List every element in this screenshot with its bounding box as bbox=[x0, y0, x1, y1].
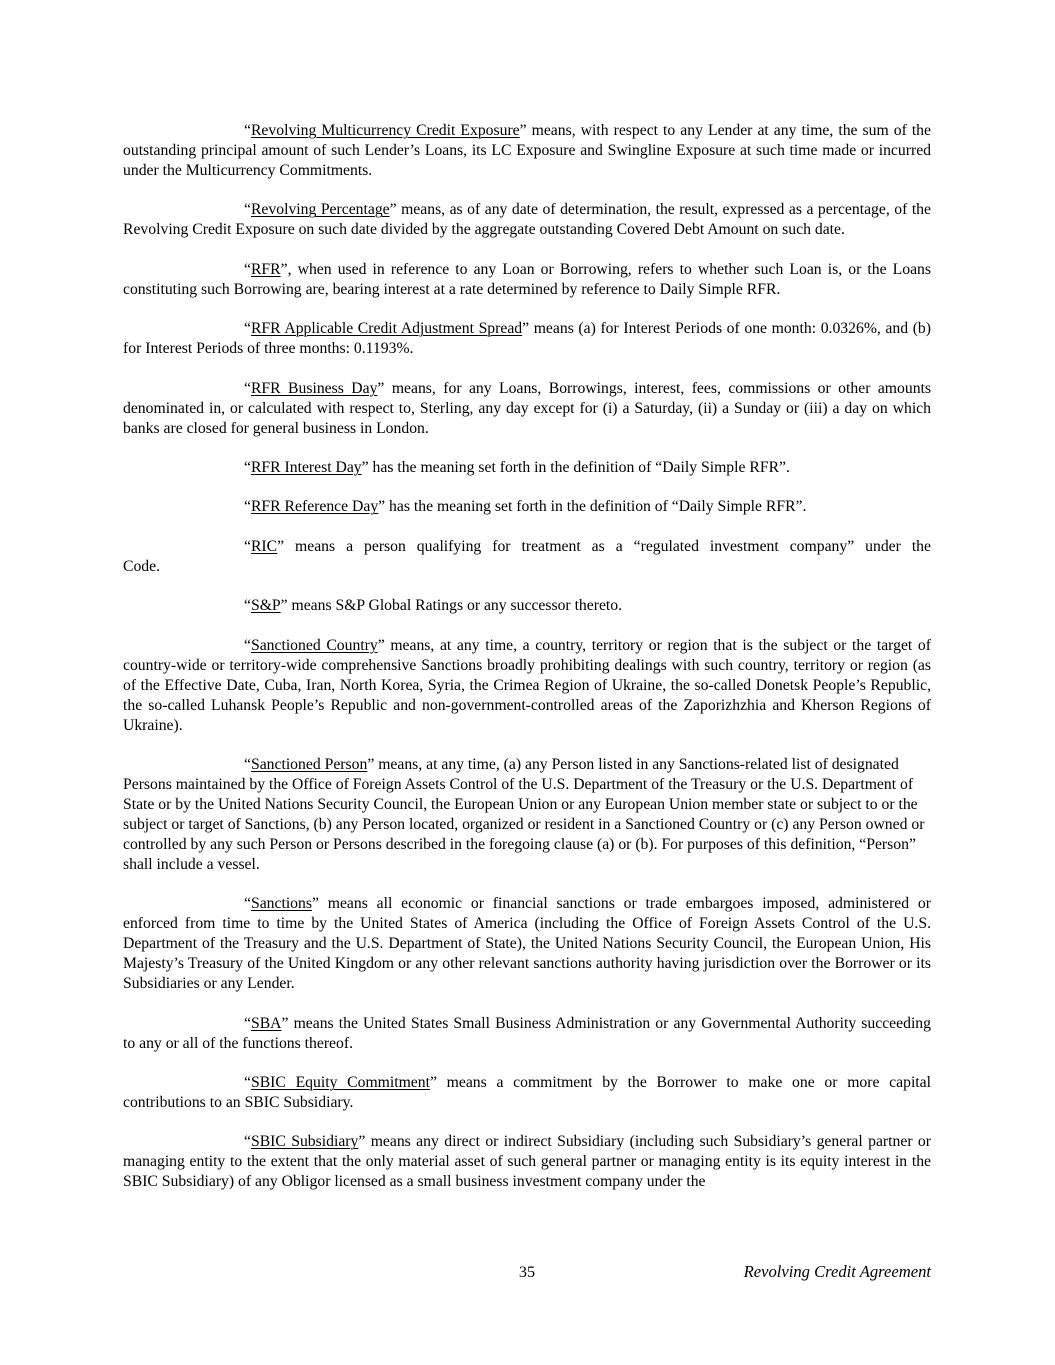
defined-term: S&P bbox=[250, 597, 281, 615]
definition-paragraph bbox=[123, 121, 931, 181]
defined-term: Revolving Percentage bbox=[250, 201, 390, 219]
definition-text: ” has the meaning set forth in the definition of “Daily Simple RFR”. bbox=[361, 458, 790, 476]
definition-paragraph bbox=[123, 319, 931, 359]
open-quote: “ bbox=[244, 320, 251, 338]
document-footer-title: Revolving Credit Agreement bbox=[743, 1262, 931, 1281]
definition-paragraph bbox=[123, 894, 931, 994]
defined-term: RIC bbox=[250, 537, 278, 555]
definition-text: ” means a person qualifying for treatment as a “regulated investment company” under the bbox=[277, 537, 931, 555]
definition-paragraph bbox=[123, 458, 931, 478]
definition-paragraph bbox=[123, 497, 931, 517]
open-quote: “ bbox=[244, 1014, 251, 1032]
open-quote: “ bbox=[244, 1074, 251, 1092]
page-footer bbox=[123, 1262, 931, 1288]
definitions-section bbox=[123, 121, 931, 1212]
definition-paragraph bbox=[123, 379, 931, 439]
definition-text: ” means all economic or financial sanctions or trade embargoes imposed, administered or enforced from time to time by the United States of America (including the Office of Foreign Assets Control of the U.S. Department of the Treasury and the U.S. Department of State), the United Nations Security Council, the European Union, His Majesty’s Treasury of the United Kingdom or any other relevant sanctions authority having jurisdiction over the Borrower or its Subsidiaries or any Lender. bbox=[123, 895, 931, 993]
open-quote: “ bbox=[244, 895, 251, 913]
open-quote: “ bbox=[244, 122, 251, 139]
defined-term: Sanctions bbox=[250, 895, 312, 913]
open-quote: “ bbox=[244, 260, 251, 278]
definition-paragraph bbox=[123, 1132, 931, 1192]
page-number: 35 bbox=[518, 1263, 536, 1281]
definition-text: ” means, as of any date of determination, the result, expressed as a percentage, of the Revolving Credit Exposure on such date divided by the aggregate outstanding Covered Debt Amount on such date. bbox=[123, 201, 931, 239]
defined-term: RFR Business Day bbox=[250, 379, 378, 397]
definition-text: ” means (a) for Interest Periods of one month: 0.0326%, and (b) for Interest Periods of three months: 0.1193%. bbox=[123, 320, 931, 358]
defined-term: RFR Interest Day bbox=[250, 458, 362, 476]
open-quote: “ bbox=[244, 597, 251, 615]
definition-text-continued: Code. bbox=[123, 557, 161, 575]
definition-text: ” means a commitment by the Borrower to make one or more capital contributions to an SBIC Subsidiary. bbox=[123, 1074, 931, 1112]
definition-text: ” means any direct or indirect Subsidiary (including such Subsidiary’s general partner or managing entity to the extent that the only material asset of such general partner or managing entity is its equity interest in the SBIC Subsidiary) of any Obligor licensed as a small business investment company under the bbox=[123, 1133, 932, 1191]
open-quote: “ bbox=[244, 755, 251, 773]
defined-term: Sanctioned Country bbox=[250, 636, 378, 654]
defined-term: RFR bbox=[250, 260, 281, 278]
open-quote: “ bbox=[244, 201, 251, 219]
definition-text: ”, when used in reference to any Loan or Borrowing, refers to whether such Loan is, or the Loans constituting such Borrowing are, bearing interest at a rate determined by reference to Daily Simple RFR. bbox=[123, 260, 931, 298]
definition-text: ” means, at any time, a country, territory or region that is the subject or the target of country-wide or territory-wide comprehensive Sanctions broadly prohibiting dealings with such country, territory or region (as of the Effective Date, Cuba, Iran, North Korea, Syria, the Crimea Region of Ukraine, the so-called Donetsk People’s Republic, the so-called Luhansk People’s Republic and non-government-controlled areas of the Zaporizhzhia and Kherson Regions of Ukraine). bbox=[123, 636, 931, 734]
definition-paragraph bbox=[123, 537, 931, 577]
definition-paragraph bbox=[123, 1073, 931, 1113]
definition-text: ” means, at any time, (a) any Person listed in any Sanctions-related list of designated Persons maintained by the Office of Foreign Assets Control of the U.S. Department of the Treasury or the U.S. Department of State or by the United Nations Security Council, the European Union or any European Union member state or subject to or the subject or target of Sanctions, (b) any Person located, organized or resident in a Sanctioned Country or (c) any Person owned or controlled by any such Person or Persons described in the foregoing clause (a) or (b). For purposes of this definition, “Person” shall include a vessel. bbox=[123, 755, 925, 873]
defined-term: Revolving Multicurrency Credit Exposure bbox=[250, 122, 520, 139]
defined-term: Sanctioned Person bbox=[250, 755, 368, 773]
definition-text: ” means, with respect to any Lender at any time, the sum of the outstanding principal amount of such Lender’s Loans, its LC Exposure and Swingline Exposure at such time made or incurred under the Multicurrency Commitments. bbox=[123, 122, 931, 179]
definition-paragraph bbox=[123, 636, 931, 736]
definition-text: ” means, for any Loans, Borrowings, interest, fees, commissions or other amounts denominated in, or calculated with respect to, Sterling, any day except for (i) a Saturday, (ii) a Sunday or (iii) a day on which banks are closed for general business in London. bbox=[123, 379, 932, 437]
open-quote: “ bbox=[244, 1133, 251, 1151]
definition-paragraph bbox=[123, 755, 931, 875]
open-quote: “ bbox=[244, 379, 251, 397]
defined-term: SBIC Subsidiary bbox=[250, 1133, 359, 1151]
definition-text: ” means the United States Small Business Administration or any Governmental Authority succeeding to any or all of the functions thereof. bbox=[123, 1014, 931, 1052]
open-quote: “ bbox=[244, 537, 251, 555]
definition-text: ” has the meaning set forth in the definition of “Daily Simple RFR”. bbox=[378, 498, 807, 516]
definition-paragraph bbox=[123, 596, 931, 616]
defined-term: SBIC Equity Commitment bbox=[250, 1074, 430, 1092]
definition-paragraph bbox=[123, 200, 931, 240]
open-quote: “ bbox=[244, 498, 251, 516]
definition-text: ” means S&P Global Ratings or any successor thereto. bbox=[280, 597, 623, 615]
defined-term: RFR Applicable Credit Adjustment Spread bbox=[250, 320, 523, 338]
open-quote: “ bbox=[244, 458, 251, 476]
defined-term: SBA bbox=[250, 1014, 282, 1032]
defined-term: RFR Reference Day bbox=[250, 498, 379, 516]
definition-paragraph bbox=[123, 1014, 931, 1054]
open-quote: “ bbox=[244, 636, 251, 654]
definition-paragraph bbox=[123, 260, 931, 300]
